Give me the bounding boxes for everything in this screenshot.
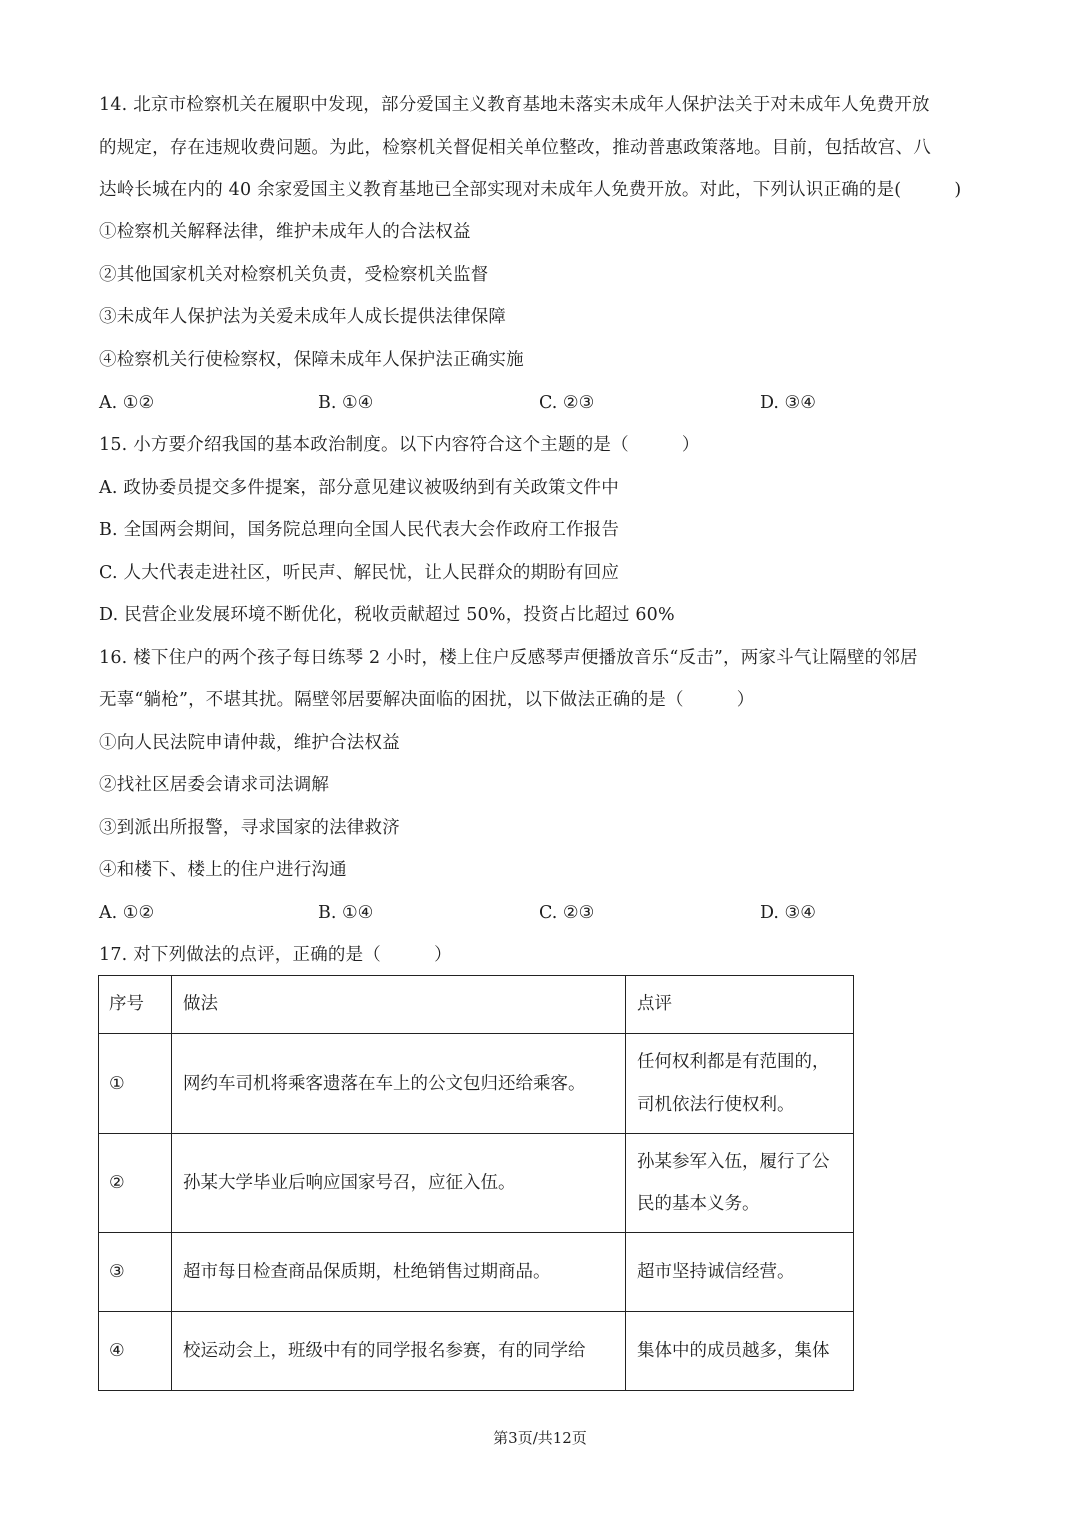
q14-stem-line-2: 的规定，存在违规收费问题。为此，检察机关督促相关单位整改，推动普惠政策落地。目前，包括故宫、八: [99, 138, 931, 158]
table-header-number: 序号: [109, 994, 144, 1014]
table-header-comment: 点评: [637, 994, 672, 1014]
q16-option-b: B. ①④: [318, 903, 374, 923]
q14-option-a: A. ①②: [99, 393, 155, 413]
q14-stem-line-3: 达岭长城在内的 40 余家爱国主义教育基地已全部实现对未成年人免费开放。对此，下列认识正确的是( ): [99, 180, 962, 200]
table-row-divider: [99, 1311, 853, 1312]
q16-statement-1: ①向人民法院申请仲裁，维护合法权益: [99, 733, 400, 753]
table-column-divider: [171, 976, 172, 1390]
table-row-1-comment-line-1: 任何权利都是有范围的，: [637, 1052, 830, 1072]
q16-statement-3: ③到派出所报警，寻求国家的法律救济: [99, 818, 400, 838]
table-row-1-number: ①: [109, 1074, 125, 1094]
table-row-divider: [99, 1033, 853, 1034]
table-row-2-practice: 孙某大学毕业后响应国家号召，应征入伍。: [183, 1173, 516, 1193]
q14-statement-4: ④检察机关行使检察权，保障未成年人保护法正确实施: [99, 350, 524, 370]
q16-stem-line-2: 无辜“躺枪”，不堪其扰。隔壁邻居要解决面临的困扰，以下做法正确的是（ ）: [99, 690, 755, 710]
q17-stem: 17. 对下列做法的点评，正确的是（ ）: [99, 945, 452, 965]
q14-stem-line-1: 14. 北京市检察机关在履职中发现，部分爱国主义教育基地未落实未成年人保护法关于对未成年人免费开放: [99, 95, 930, 115]
q17-table: [98, 975, 854, 1391]
q15-choice-d: D. 民营企业发展环境不断优化，税收贡献超过 50%，投资占比超过 60%: [99, 605, 675, 625]
table-row-2-number: ②: [109, 1173, 125, 1193]
q14-statement-2: ②其他国家机关对检察机关负责，受检察机关监督: [99, 265, 489, 285]
q16-statement-4: ④和楼下、楼上的住户进行沟通: [99, 860, 347, 880]
q15-choice-c: C. 人大代表走进社区，听民声、解民忧，让人民群众的期盼有回应: [99, 563, 620, 583]
q16-option-d: D. ③④: [760, 903, 816, 923]
q16-stem-line-1: 16. 楼下住户的两个孩子每日练琴 2 小时，楼上住户反感琴声便播放音乐“反击”，两家斗气让隔壁的邻居: [99, 648, 918, 668]
table-row-1-comment-line-2: 司机依法行使权利。: [637, 1095, 795, 1115]
table-row-2-comment-line-2: 民的基本义务。: [637, 1194, 760, 1214]
q16-option-c: C. ②③: [539, 903, 595, 923]
table-row-1-practice: 网约车司机将乘客遗落在车上的公文包归还给乘客。: [183, 1074, 586, 1094]
page-number-footer: 第3页/共12页: [493, 1429, 587, 1447]
table-row-3-number: ③: [109, 1262, 125, 1282]
q15-choice-b: B. 全国两会期间，国务院总理向全国人民代表大会作政府工作报告: [99, 520, 620, 540]
table-row-2-comment-line-1: 孙某参军入伍，履行了公: [637, 1152, 830, 1172]
table-row-4-number: ④: [109, 1341, 125, 1361]
table-row-4-comment-line-1: 集体中的成员越多，集体: [637, 1341, 830, 1361]
q14-statement-1: ①检察机关解释法律，维护未成年人的合法权益: [99, 222, 471, 242]
table-column-divider: [625, 976, 626, 1390]
q15-stem: 15. 小方要介绍我国的基本政治制度。以下内容符合这个主题的是（ ）: [99, 435, 700, 455]
q14-option-b: B. ①④: [318, 393, 374, 413]
table-header-practice: 做法: [183, 994, 218, 1014]
q16-statement-2: ②找社区居委会请求司法调解: [99, 775, 330, 795]
q16-option-a: A. ①②: [99, 903, 155, 923]
table-row-3-comment-line-1: 超市坚持诚信经营。: [637, 1262, 795, 1282]
table-row-divider: [99, 1133, 853, 1134]
q14-option-c: C. ②③: [539, 393, 595, 413]
q15-choice-a: A. 政协委员提交多件提案，部分意见建议被吸纳到有关政策文件中: [99, 478, 619, 498]
table-row-3-practice: 超市每日检查商品保质期，杜绝销售过期商品。: [183, 1262, 551, 1282]
table-row-divider: [99, 1232, 853, 1233]
q14-statement-3: ③未成年人保护法为关爱未成年人成长提供法律保障: [99, 307, 507, 327]
table-row-4-practice: 校运动会上，班级中有的同学报名参赛，有的同学给: [183, 1341, 586, 1361]
q14-option-d: D. ③④: [760, 393, 816, 413]
